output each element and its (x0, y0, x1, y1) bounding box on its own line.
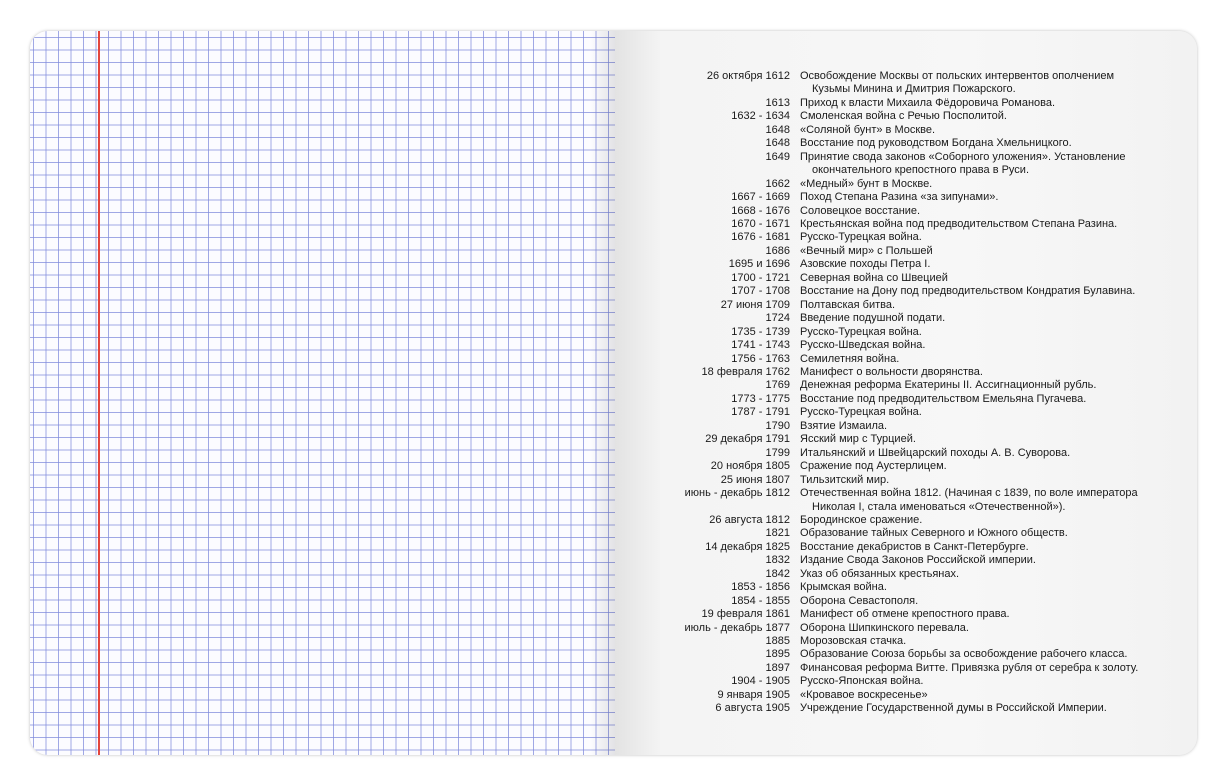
entry-text-line: Русско-Турецкая война. (800, 406, 922, 419)
entry-text-line: Русско-Шведская война. (800, 339, 926, 352)
entry-text-line: Русско-Японская война. (800, 675, 924, 688)
entry-date: 1769 (765, 379, 790, 392)
timeline-entry (615, 137, 1175, 150)
timeline-entry (615, 474, 1175, 487)
entry-text (800, 662, 1160, 675)
entry-date: 9 января 1905 (717, 688, 790, 701)
timeline-entry (615, 97, 1175, 110)
entry-text (800, 527, 1160, 540)
entry-text-line: Образование тайных Северного и Южного обществ. (800, 527, 1068, 540)
entry-text-line: Тильзитский мир. (800, 473, 890, 486)
entry-text-line: Восстание декабристов в Санкт-Петербурге. (800, 540, 1029, 553)
entry-text-line: Ясский мир с Турцией. (800, 433, 916, 446)
entry-text (800, 205, 1160, 218)
timeline-entry (615, 662, 1175, 675)
entry-date: 1897 (765, 661, 790, 674)
timeline-entry (615, 406, 1175, 419)
timeline-entry (615, 339, 1175, 352)
entry-text (800, 231, 1160, 244)
entry-date: 1648 (765, 123, 790, 136)
entry-text (800, 702, 1160, 715)
entry-text-continuation: Николая I, стала именоваться «Отечественной»). (812, 500, 1066, 513)
margin-line (98, 31, 100, 755)
entry-date: 1667 - 1669 (731, 191, 790, 204)
entry-date: 1854 - 1855 (731, 594, 790, 607)
entry-text-line: Бородинское сражение. (800, 513, 923, 526)
entry-date: 1799 (765, 446, 790, 459)
entry-text-line: «Медный» бунт в Москве. (800, 177, 933, 190)
entry-date: 1842 (765, 567, 790, 580)
entry-text (800, 554, 1160, 567)
timeline-entry (615, 568, 1175, 581)
entry-text (800, 433, 1160, 446)
entry-date: июль - декабрь 1877 (684, 621, 790, 634)
entry-text (800, 245, 1160, 258)
entry-text-line: Указ об обязанных крестьянах. (800, 567, 960, 580)
entry-text-line: Введение подушной подати. (800, 312, 946, 325)
entry-date: 1662 (765, 177, 790, 190)
entry-text-line: Финансовая реформа Витте. Привязка рубля от серебра к золоту. (800, 661, 1139, 674)
entry-text-line: Принятие свода законов «Соборного уложения». Установление (800, 150, 1126, 163)
entry-text-line: Манифест о вольности дворянства. (800, 365, 983, 378)
entry-date: 1773 - 1775 (731, 392, 790, 405)
timeline-entry (615, 635, 1175, 648)
timeline-entry (615, 527, 1175, 540)
entry-text-line: Русско-Турецкая война. (800, 325, 922, 338)
entry-date: 1724 (765, 312, 790, 325)
entry-text (800, 635, 1160, 648)
timeline-entry (615, 285, 1175, 298)
entry-date: июнь - декабрь 1812 (684, 487, 790, 500)
entry-text-line: Северная война со Швецией (800, 271, 948, 284)
timeline-entry (615, 447, 1175, 460)
entry-text-line: «Кровавое воскресенье» (800, 688, 928, 701)
timeline-entry (615, 554, 1175, 567)
entry-date: 1670 - 1671 (731, 217, 790, 230)
entry-text (800, 541, 1160, 554)
entry-text (800, 406, 1160, 419)
entry-date: 1787 - 1791 (731, 406, 790, 419)
entry-text (800, 339, 1160, 352)
entry-date: 29 декабря 1791 (705, 433, 790, 446)
entry-date: 1832 (765, 554, 790, 567)
entry-text (800, 151, 1160, 178)
entry-text (800, 353, 1160, 366)
timeline-entry (615, 245, 1175, 258)
timeline-entry (615, 702, 1175, 715)
timeline-entry (615, 433, 1175, 446)
entry-text (800, 420, 1160, 433)
timeline-entry (615, 622, 1175, 635)
entry-text (800, 581, 1160, 594)
timeline-entry (615, 258, 1175, 271)
timeline-entry (615, 541, 1175, 554)
timeline-entry (615, 366, 1175, 379)
entry-text (800, 568, 1160, 581)
timeline-entry (615, 299, 1175, 312)
timeline-entry (615, 178, 1175, 191)
entry-text (800, 514, 1160, 527)
entry-text-line: «Вечный мир» с Польшей (800, 244, 933, 257)
entry-text (800, 218, 1160, 231)
entry-date: 1649 (765, 150, 790, 163)
entry-text-line: Азовские походы Петра I. (800, 258, 931, 271)
entry-text-continuation: Кузьмы Минина и Дмитрия Пожарского. (812, 83, 1016, 96)
timeline-entry (615, 460, 1175, 473)
timeline-entry (615, 487, 1175, 514)
entry-text (800, 70, 1160, 97)
timeline-entry (615, 70, 1175, 97)
entry-text (800, 299, 1160, 312)
entry-date: 1648 (765, 137, 790, 150)
entry-text (800, 191, 1160, 204)
spine-shadow (590, 31, 615, 755)
entry-text-line: Восстание под предводительством Емельяна Пугачева. (800, 392, 1087, 405)
entry-text-line: Поход Степана Разина «за зипунами». (800, 191, 999, 204)
entry-text-line: Освобождение Москвы от польских интервентов ополчением (800, 70, 1115, 82)
entry-text-line: Морозовская стачка. (800, 635, 907, 648)
entry-text (800, 110, 1160, 123)
entry-date: 1695 и 1696 (728, 258, 790, 271)
entry-text-line: Смоленская война с Речью Посполитой. (800, 110, 1007, 123)
entry-date: 14 декабря 1825 (705, 540, 790, 553)
timeline-list (615, 70, 1175, 716)
entry-text (800, 272, 1160, 285)
entry-date: 1707 - 1708 (731, 285, 790, 298)
entry-date: 1613 (765, 96, 790, 109)
notebook-spread (30, 31, 1197, 755)
entry-text (800, 487, 1160, 514)
entry-text-continuation: окончательного крепостного права в Руси. (812, 164, 1030, 177)
entry-text-line: Приход к власти Михаила Фёдоровича Романова. (800, 96, 1056, 109)
entry-text (800, 622, 1160, 635)
timeline-entry (615, 272, 1175, 285)
entry-date: 1904 - 1905 (731, 675, 790, 688)
entry-text (800, 124, 1160, 137)
entry-text (800, 178, 1160, 191)
entry-text-line: Соловецкое восстание. (800, 204, 921, 217)
entry-date: 1668 - 1676 (731, 204, 790, 217)
entry-date: 1735 - 1739 (731, 325, 790, 338)
entry-text-line: Манифест об отмене крепостного права. (800, 608, 1010, 621)
entry-date: 1756 - 1763 (731, 352, 790, 365)
entry-text (800, 595, 1160, 608)
grid-page (30, 31, 615, 755)
timeline-entry (615, 124, 1175, 137)
timeline-entry (615, 608, 1175, 621)
entry-text-line: Образование Союза борьбы за освобождение рабочего класса. (800, 648, 1128, 661)
entry-text-line: Оборона Севастополя. (800, 594, 919, 607)
timeline-entry (615, 231, 1175, 244)
timeline-entry (615, 648, 1175, 661)
entry-text (800, 366, 1160, 379)
entry-date: 26 октября 1612 (706, 70, 790, 82)
entry-date: 18 февраля 1762 (701, 365, 790, 378)
entry-text (800, 608, 1160, 621)
entry-text-line: Взятие Измаила. (800, 419, 888, 432)
entry-text-line: Восстание под руководством Богдана Хмельницкого. (800, 137, 1072, 150)
timeline-entry (615, 379, 1175, 392)
timeline-entry (615, 205, 1175, 218)
entry-date: 1885 (765, 635, 790, 648)
timeline-entry (615, 689, 1175, 702)
entry-text-line: Учреждение Государственной думы в Российской Империи. (800, 702, 1107, 715)
entry-date: 6 августа 1905 (715, 702, 790, 715)
timeline-entry (615, 218, 1175, 231)
entry-text-line: Полтавская битва. (800, 298, 896, 311)
timeline-entry (615, 353, 1175, 366)
entry-date: 1790 (765, 419, 790, 432)
entry-text (800, 460, 1160, 473)
entry-text-line: Оборона Шипкинского перевала. (800, 621, 969, 634)
entry-date: 1700 - 1721 (731, 271, 790, 284)
entry-text (800, 689, 1160, 702)
entry-text (800, 474, 1160, 487)
entry-date: 1741 - 1743 (731, 339, 790, 352)
timeline-entry (615, 420, 1175, 433)
entry-date: 27 июня 1709 (720, 298, 790, 311)
timeline-entry (615, 675, 1175, 688)
entry-text-line: Отечественная война 1812. (Начиная с 1839, по воле императора (800, 487, 1138, 500)
entry-text-line: Итальянский и Швейцарский походы А. В. Суворова. (800, 446, 1071, 459)
entry-date: 20 ноября 1805 (710, 460, 790, 473)
entry-text (800, 648, 1160, 661)
entry-date: 25 июня 1807 (720, 473, 790, 486)
entry-text-line: Русско-Турецкая война. (800, 231, 922, 244)
entry-text (800, 258, 1160, 271)
timeline-entry (615, 393, 1175, 406)
entry-date: 1853 - 1856 (731, 581, 790, 594)
entry-text (800, 312, 1160, 325)
entry-text (800, 675, 1160, 688)
entry-date: 1821 (765, 527, 790, 540)
entry-text-line: Крымская война. (800, 581, 887, 594)
timeline-entry (615, 191, 1175, 204)
entry-text (800, 447, 1160, 460)
entry-date: 1895 (765, 648, 790, 661)
entry-text-line: Сражение под Аустерлицем. (800, 460, 947, 473)
entry-text (800, 137, 1160, 150)
entry-text-line: Восстание на Дону под предводительством Кондратия Булавина. (800, 285, 1136, 298)
entry-text (800, 393, 1160, 406)
timeline-entry (615, 514, 1175, 527)
timeline-entry (615, 151, 1175, 178)
entry-text (800, 326, 1160, 339)
entry-text-line: Издание Свода Законов Российской империи. (800, 554, 1036, 567)
entry-text-line: Крестьянская война под предводительством Степана Разина. (800, 217, 1118, 230)
entry-date: 1686 (765, 244, 790, 257)
entry-date: 1632 - 1634 (731, 110, 790, 123)
timeline-entry (615, 110, 1175, 123)
timeline-entry (615, 595, 1175, 608)
timeline-entry (615, 581, 1175, 594)
timeline-entry (615, 326, 1175, 339)
entry-text-line: Семилетняя война. (800, 352, 900, 365)
entry-date: 19 февраля 1861 (701, 608, 790, 621)
timeline-page (615, 31, 1197, 755)
entry-text-line: «Соляной бунт» в Москве. (800, 123, 936, 136)
entry-text-line: Денежная реформа Екатерины II. Ассигнационный рубль. (800, 379, 1097, 392)
timeline-entry (615, 312, 1175, 325)
entry-text (800, 285, 1160, 298)
entry-date: 1676 - 1681 (731, 231, 790, 244)
entry-text (800, 379, 1160, 392)
entry-text (800, 97, 1160, 110)
entry-date: 26 августа 1812 (709, 513, 790, 526)
